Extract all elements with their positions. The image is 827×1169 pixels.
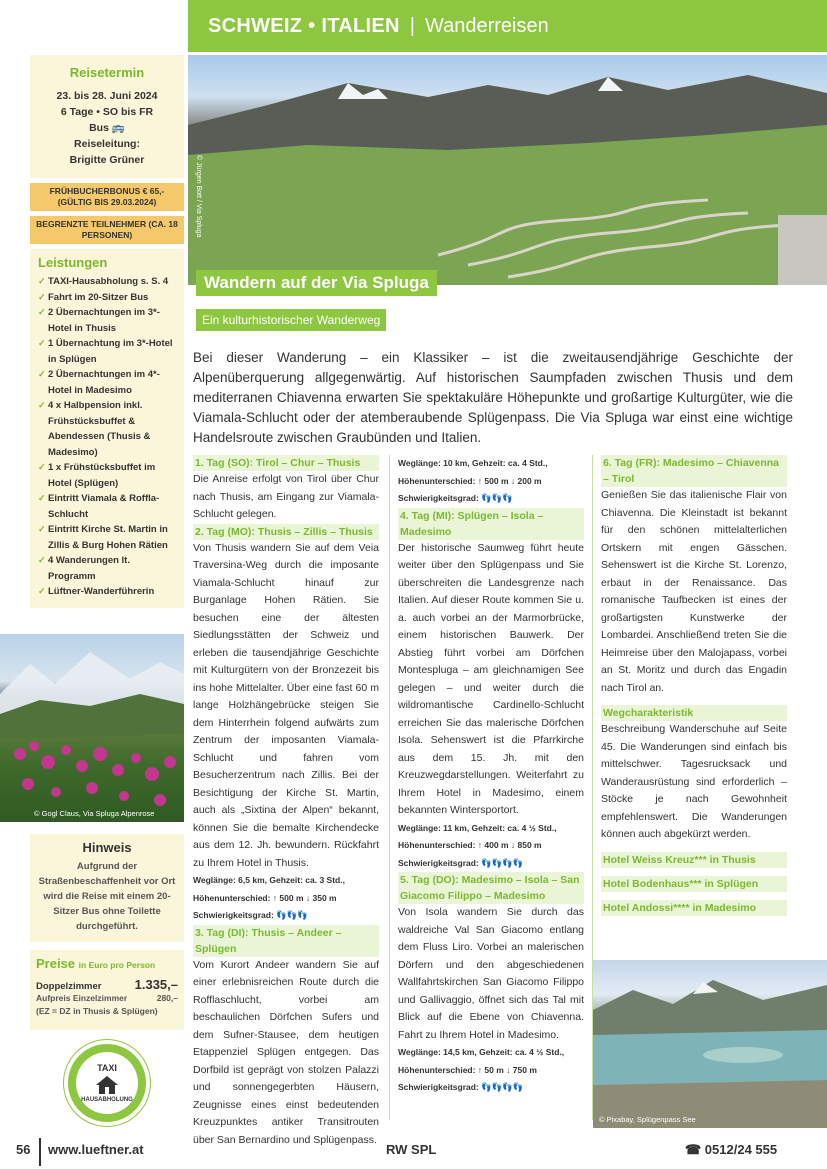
leistungen-title: Leistungen	[38, 255, 108, 270]
check-icon: ✓	[38, 307, 46, 317]
day3-elevation: Höhenunterschied: ↑ 500 m ↓ 200 m	[398, 475, 542, 486]
reisetermin-title: Reisetermin	[69, 65, 145, 80]
itinerary-column-2	[398, 455, 584, 1097]
spluegenpass-lake-photo	[593, 960, 827, 1128]
day2-heading: 2. Tag (MO): Thusis – Zillis – Thusis	[193, 524, 379, 540]
day3-text: Vom Kurort Andeer wandern Sie auf einer erlebnisreichen Route durch die Rofflaschlucht, vorbei am beschaulichen Dörfchen Sufers und dem Sufner-Stausee, dem heutigen Etappenziel Splügen entgegen. Das Dorfbild ist geprägt von stolzen Palazzi und sonnengegerbten Häusern, Zeugnisse eines einst bedeutenden Kreuzpunktes antiker Transitrouten über San Bernardino und Splügenpass.	[193, 958, 379, 1146]
day6-heading: 6. Tag (FR): Madesimo – Chiavenna – Tirol	[601, 455, 787, 487]
lake-illustration	[593, 960, 827, 1128]
double-room-label: Doppelzimmer	[36, 981, 102, 992]
alpenrose-photo	[0, 634, 184, 822]
day1-text: Die Anreise erfolgt von Tirol über Chur nach Thusis, am Eingang zur Viamala-Schlucht gelegen.	[193, 473, 379, 520]
list-item: ✓ 4 Wanderungen lt. Programm	[38, 555, 130, 582]
list-item: ✓ 2 Übernachtungen im 4*-Hotel in Madesimo	[38, 369, 160, 396]
day3-heading: 3. Tag (DI): Thusis – Andeer – Splügen	[193, 925, 379, 957]
reisetermin-box	[30, 55, 184, 178]
lake-photo-credit: © Pixabay, Splügenpass See	[599, 1115, 696, 1124]
footer-divider	[39, 1138, 41, 1166]
itinerary-column-1	[193, 455, 379, 1149]
single-surcharge-note: (EZ = DZ in Thusis & Splügen)	[36, 1006, 158, 1016]
page-footer	[0, 1138, 827, 1169]
single-surcharge-price: 280,–	[156, 993, 178, 1003]
hinweis-box	[30, 834, 184, 942]
taxi-logo-bottom-text: HAUSABHOLUNG	[81, 1097, 133, 1103]
hinweis-title: Hinweis	[82, 840, 132, 855]
day4-elevation: Höhenunterschied: ↑ 400 m ↓ 850 m	[398, 840, 542, 850]
check-icon: ✓	[38, 555, 46, 565]
day3-distance: Weglänge: 10 km, Gehzeit: ca. 4 Std.,	[398, 458, 548, 468]
day4-text: Der historische Saumweg führt heute weiter über den Splügenpass und Sie überschreiten die Landesgrenze nach Italien. Auf dieser Route kommen Sie u. a. auch vorbei an der Marmorbrücke, einem historischen Bauwerk. Der Abstieg führt vorbei am Dörfchen Montespluga – am gleichnamigen See gelegen – und weiter durch die wildromantische Cardinello-Schlucht erreichen Sie das malerische Dörfchen Isola. Sehenswert ist die Pfarrkirche aus dem 15. Jh. mit den Kreuzwegdarstellungen. Weiterfahrt zu Ihrem Hotel in Madesimo, einem bekannten Wintersportort.	[398, 541, 584, 816]
check-icon: ✓	[38, 291, 46, 302]
day5-elevation: Höhenunterschied: ↑ 50 m ↓ 750 m	[398, 1064, 537, 1075]
check-icon: ✓	[38, 369, 46, 379]
limited-participants-badge: BEGRENZTE TEILNEHMER (CA. 18 PERSONEN)	[30, 216, 184, 244]
check-icon: ✓	[38, 462, 46, 472]
header-category: Wanderreisen	[424, 14, 549, 37]
check-icon: ✓	[38, 493, 46, 503]
hero-title: Wandern auf der Via Spluga	[196, 270, 437, 296]
termin-duration: 6 Tage • SO bis FR	[60, 106, 154, 118]
check-icon: ✓	[38, 338, 46, 348]
list-item: ✓ Eintritt Viamala & Roffla-Schlucht	[38, 493, 160, 520]
taxi-pickup-logo	[64, 1040, 150, 1126]
double-room-price: 1.335,–	[134, 977, 178, 992]
house-icon	[95, 1075, 119, 1095]
website-link[interactable]: www.lueftner.at	[48, 1142, 144, 1157]
check-icon: ✓	[38, 400, 46, 410]
early-bird-badge: FRÜHBUCHERBONUS € 65,- (GÜLTIG BIS 29.03.2024)	[30, 183, 184, 211]
termin-transport: Bus 🚌	[89, 122, 125, 134]
list-item: ✓ 1 Übernachtung im 3*-Hotel in Splügen	[38, 338, 173, 365]
day1-heading: 1. Tag (SO): Tirol – Chur – Thusis	[193, 455, 379, 471]
list-item: ✓ 2 Übernachtungen im 3*-Hotel in Thusis	[38, 307, 160, 334]
day4-facts	[398, 820, 584, 873]
list-item: ✓ 1 x Frühstücksbuffet im Hotel (Splügen)	[38, 462, 156, 489]
phone-number: ☎ 0512/24 555	[685, 1142, 778, 1157]
list-item: ✓ Lüftner-Wanderführerin	[38, 584, 180, 600]
page-header	[188, 0, 827, 52]
sidebar	[30, 55, 184, 608]
hero-photo-credit: © Jürgen Bott / Via Spluga	[195, 155, 202, 238]
list-item: ✓ Eintritt Kirche St. Martin in Zillis & Burg Hohen Rätien	[38, 524, 168, 551]
day5-distance: Weglänge: 14,5 km, Gehzeit: ca. 4 ½ Std.,	[398, 1047, 565, 1057]
header-separator: |	[409, 14, 415, 37]
day2-elevation: Höhenunterschied: ↑ 500 m ↓ 350 m	[193, 892, 337, 903]
day4-distance: Weglänge: 11 km, Gehzeit: ca. 4 ½ Std.,	[398, 822, 557, 833]
day5-difficulty: Schwierigkeitsgrad: 👣👣👣👣	[398, 1082, 524, 1092]
price-row-single	[36, 992, 178, 1005]
preise-unit: in Euro pro Person	[78, 960, 156, 970]
day2-text: Von Thusis wandern Sie auf dem Veia Traversina-Weg durch die imposante Viamala-Schlucht hinauf zur Burganlage Hohen Rätien. Sie besuchen eine der ältesten Siedlungsstätten der Schweiz und erleben die tausendjährige Geschichte mit Kulturgütern von der Bronzezeit bis ins hohe Mittelalter. Über eine fast 60 m lange Holzhängebrücke steigen Sie dem Hinterrhein folgend aufwärts zum Zentrum der imposanten Viamala-Schlucht und fahren vom Besucherzentrum nach Zillis. Bei der Besichtigung der Kirche St. Martin, auch als „Sixtina der Alpen“ bekannt, können Sie die bemalte Kirchendecke aus dem 12. Jh. bewundern. Rückfahrt zu Ihrem Hotel in Thusis.	[193, 541, 379, 869]
termin-guide-label: Reiseleitung:	[74, 138, 140, 150]
leistungen-box	[30, 249, 184, 608]
intro-paragraph: Bei dieser Wanderung – ein Klassiker – ist die zweitausendjährige Geschichte der Alpenüberquerung allgegenwärtig. Auf historischen Saumpfaden zwischen Thusis und dem mediterranen Chiavenna erwarten Sie spektakuläre Höhepunkte und großartige Kulturgüter, wie die Viamala-Schlucht oder der atemberaubende Splügenpass. Die Via Spluga war einst eine wichtige Handelsroute zwischen Graubünden und Italien.	[193, 350, 793, 445]
day4-difficulty: Schwierigkeitsgrad: 👣👣👣👣	[398, 857, 524, 868]
header-destination: SCHWEIZ • ITALIEN	[208, 14, 400, 37]
check-icon: ✓	[38, 276, 46, 286]
preise-box	[30, 950, 184, 1030]
day6-text: Genießen Sie das italienische Flair von Chiavenna. Die Kleinstadt ist bekannt für den schönen mittelalterlichen Ortskern mit engen Gässchen. Sehenswert ist die Kirche St. Lorenzo, erbaut in der Renaissance. Das romanische Taufbecken ist eines der großartigsten Kunstwerke der Lombardei. Anschließend treten Sie die Heimreise über den Malojapass, vorbei an St. Moritz und durch das Engadin nach Tirol an.	[601, 489, 787, 694]
trip-code: RW SPL	[386, 1142, 437, 1157]
alpenrose-photo-credit: © Gogl Claus, Via Spluga Alpenrose	[34, 809, 155, 818]
hero-subtitle: Ein kulturhistorischer Wanderweg	[196, 309, 386, 331]
day2-distance: Weglänge: 6,5 km, Gehzeit: ca. 3 Std.,	[193, 875, 345, 885]
day3-difficulty: Schwierigkeitsgrad: 👣👣👣	[398, 493, 513, 503]
check-icon: ✓	[38, 524, 46, 534]
hotel-thusis: Hotel Weiss Kreuz*** in Thusis	[601, 852, 787, 868]
day3-facts	[398, 455, 584, 508]
hero-photo	[188, 55, 827, 285]
hinweis-text: Aufgrund der Straßenbeschaffenheit vor Ort wird die Reise mit einem 20-Sitzer Bus ohne Toilette durchgeführt.	[38, 861, 176, 932]
list-item: ✓ 4 x Halbpension inkl. Frühstücksbuffet & Abendessen (Thusis & Madesimo)	[38, 400, 151, 458]
leistungen-list	[38, 274, 180, 600]
column-divider	[389, 455, 390, 1120]
day5-text: Von Isola wandern Sie durch das waldreiche Val San Giacomo entlang dem Fluss Liro. Vorbei an malerischen Dörfern und den abgeschiedenen Wallfahrtskirchen San Giacomo Filippo und Gallivaggio, öffnet sich das Tal mit Blick auf die Ebene von Chiavenna. Fahrt zu Ihrem Hotel in Madesimo.	[398, 906, 584, 1041]
hotel-spluegen: Hotel Bodenhaus*** in Splügen	[601, 876, 787, 892]
single-surcharge-label: Aufpreis Einzelzimmer	[36, 993, 128, 1003]
itinerary-column-3	[601, 455, 787, 916]
hotel-madesimo: Hotel Andossi**** in Madesimo	[601, 900, 787, 916]
taxi-logo-inner	[76, 1052, 138, 1114]
page-number: 56	[16, 1142, 31, 1157]
check-icon: ✓	[38, 586, 46, 596]
preise-title: Preise in Euro pro Person	[36, 956, 156, 971]
termin-date: 23. bis 28. Juni 2024	[56, 90, 158, 102]
wegcharakteristik-heading: Wegcharakteristik	[601, 705, 787, 721]
taxi-logo-top-text: TAXI	[97, 1063, 117, 1073]
day4-heading: 4. Tag (MI): Splügen – Isola – Madesimo	[398, 508, 584, 540]
day5-facts	[398, 1044, 584, 1097]
day2-difficulty: Schwierigkeitsgrad: 👣👣👣	[193, 910, 308, 920]
mountain-illustration	[188, 55, 827, 285]
price-row-double	[36, 977, 178, 992]
day5-heading: 5. Tag (DO): Madesimo – Isola – San Giacomo Filippo – Madesimo	[398, 872, 584, 904]
wegcharakteristik-text: Beschreibung Wanderschuhe auf Seite 45. Die Wanderungen sind einfach bis mittelschwer. Tagesrucksack und Wanderausrüstung sind erforderlich – Stöcke je nach Gewohnheit empfehlenswert. Die Wanderungen können auch abgekürzt werden.	[601, 723, 787, 840]
list-item: ✓ TAXI-Hausabholung s. S. 4	[38, 274, 180, 290]
list-item: ✓ Fahrt im 20-Sitzer Bus	[38, 290, 180, 306]
alpenrose-illustration	[0, 634, 184, 822]
day2-facts	[193, 872, 379, 925]
termin-guide-name: Brigitte Grüner	[69, 154, 145, 166]
